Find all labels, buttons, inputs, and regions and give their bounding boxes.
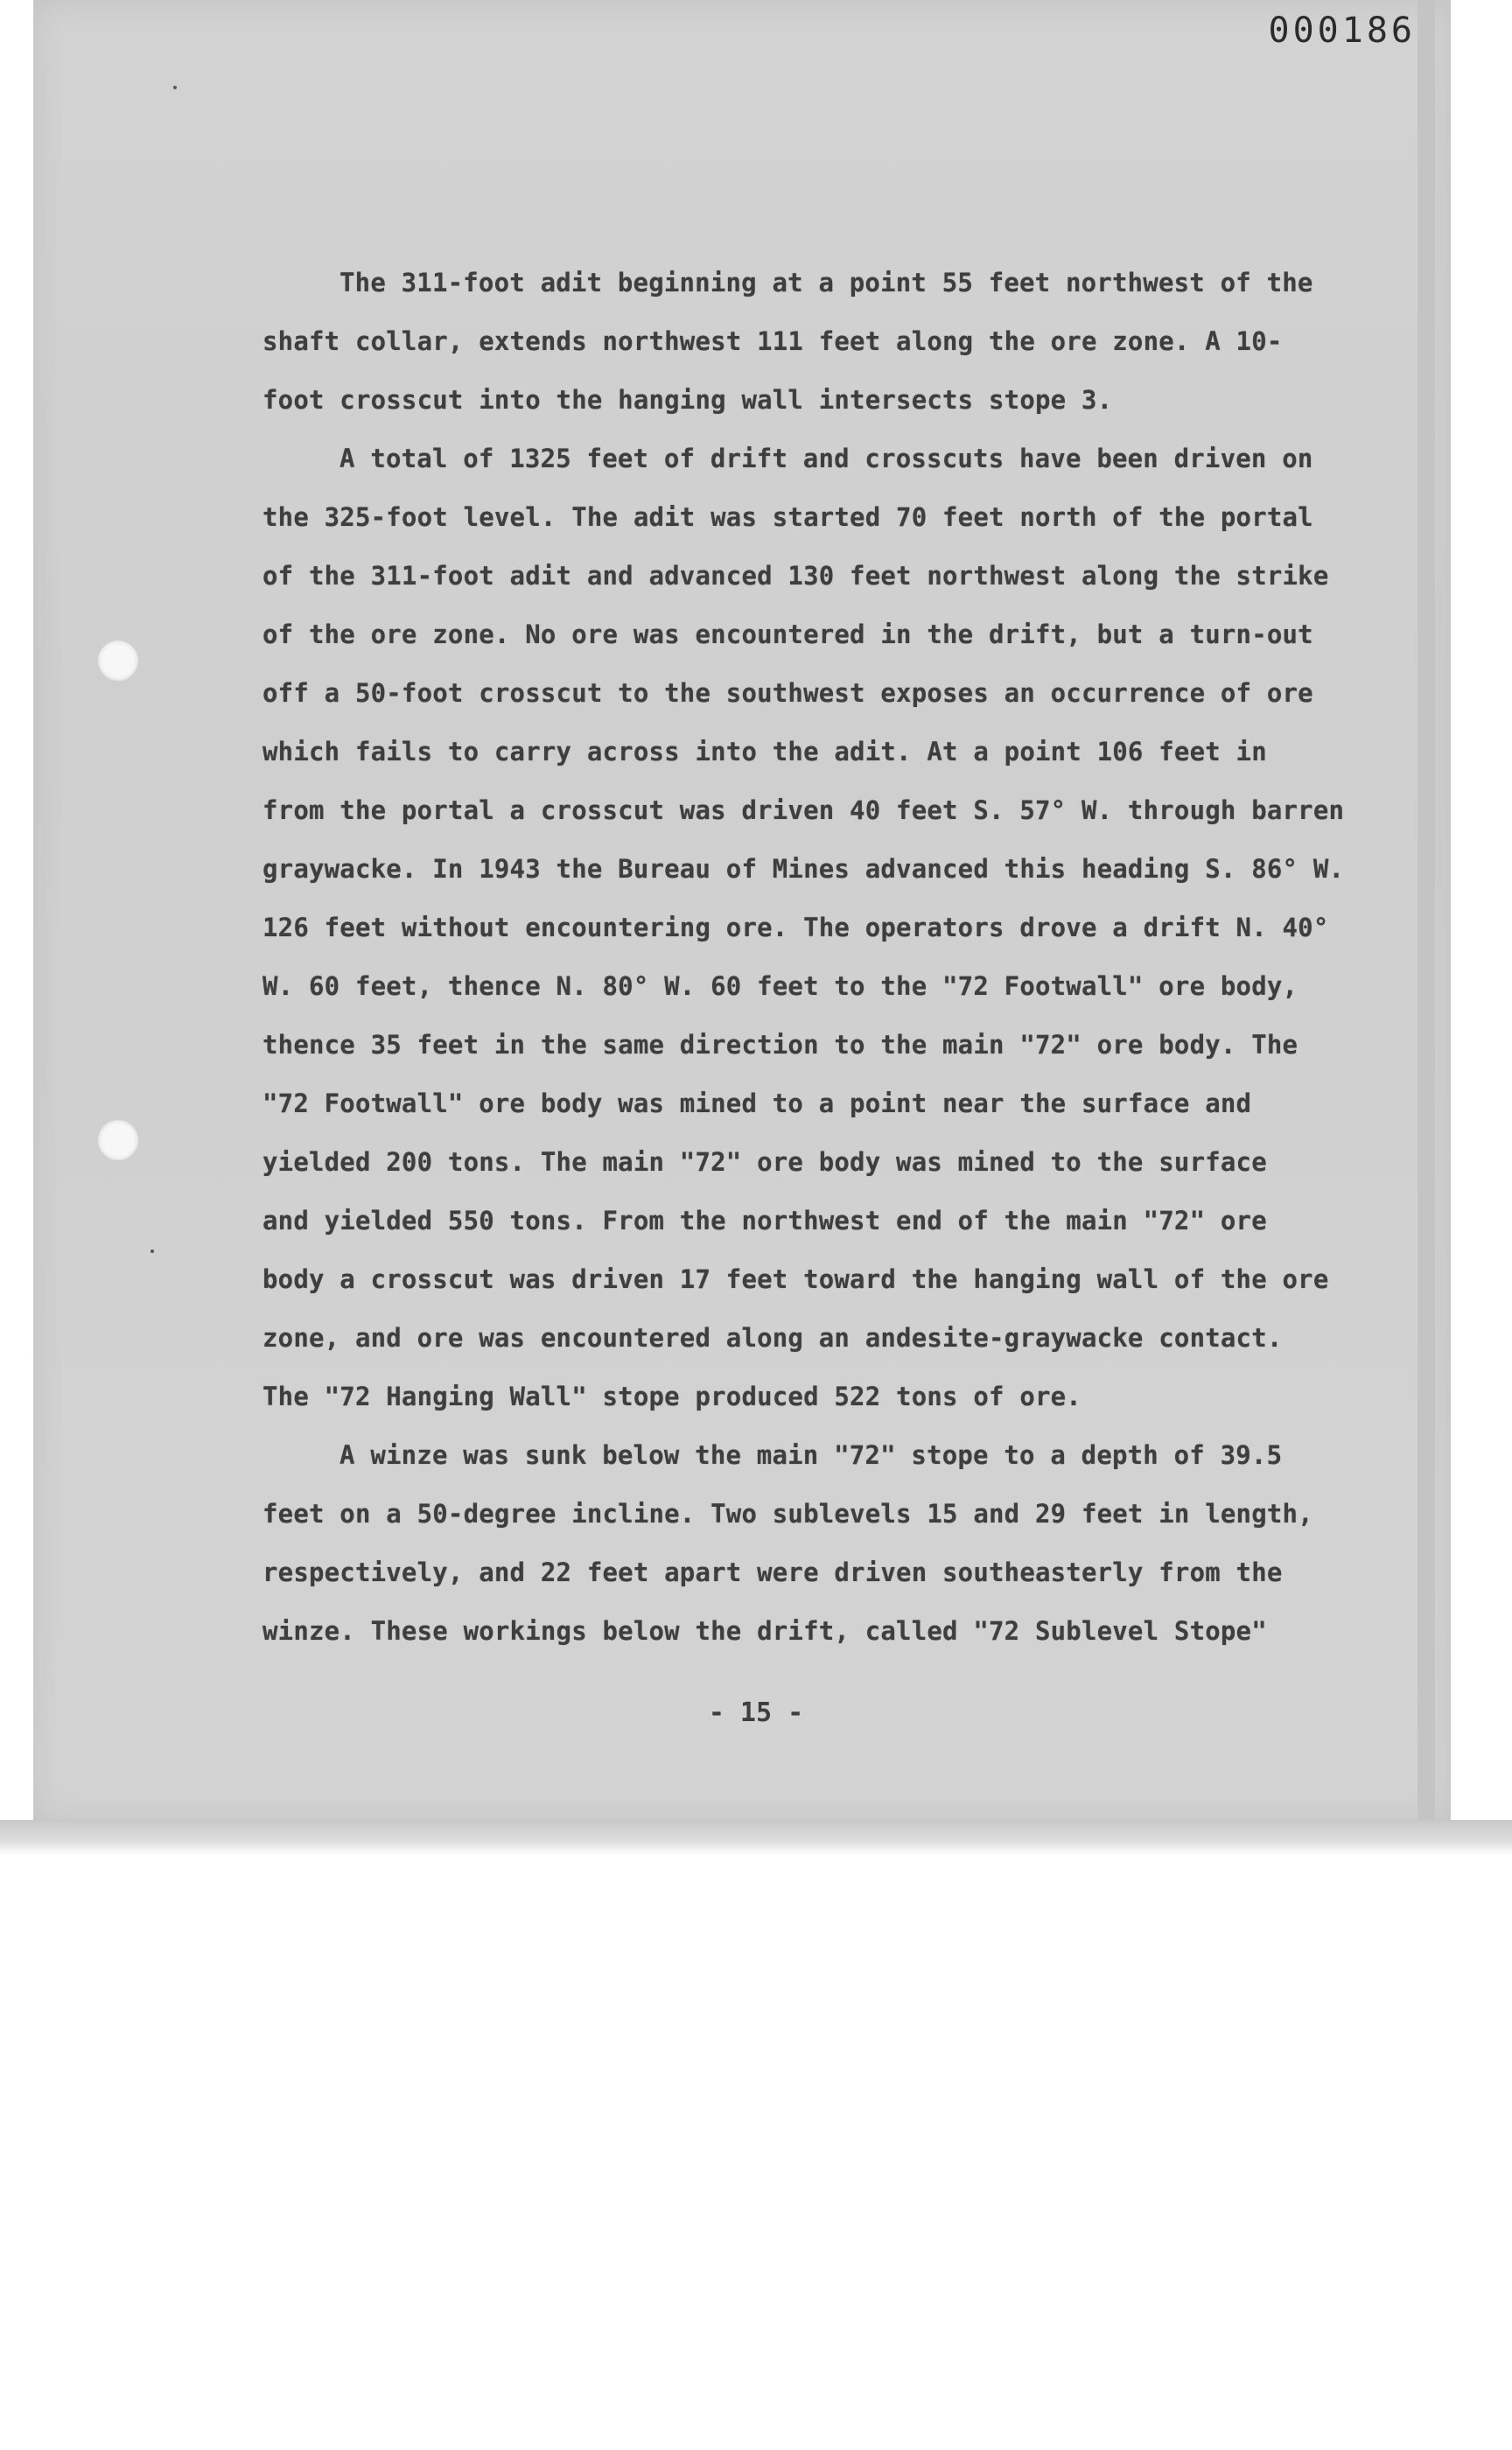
text-line: 126 feet without encountering ore. The operators drove a drift N. 40°	[262, 913, 1329, 942]
text-line: yielded 200 tons. The main "72" ore body was mined to the surface	[262, 1147, 1267, 1177]
paragraph-2	[262, 430, 1345, 1426]
text-line: A total of 1325 feet of drift and crosscuts have been driven on	[340, 444, 1313, 473]
text-line: which fails to carry across into the adit. At a point 106 feet in	[262, 737, 1267, 766]
text-line: thence 35 feet in the same direction to the main "72" ore body. The	[262, 1030, 1298, 1060]
scan-speck	[150, 1250, 154, 1253]
text-line: "72 Footwall" ore body was mined to a point near the surface and	[262, 1088, 1252, 1118]
text-line: zone, and ore was encountered along an andesite-graywacke contact.	[262, 1323, 1283, 1353]
text-line: of the ore zone. No ore was encountered in the drift, but a turn-out	[262, 620, 1313, 649]
text-line: of the 311-foot adit and advanced 130 feet northwest along the strike	[262, 561, 1329, 591]
text-line: The "72 Hanging Wall" stope produced 522 tons of ore.	[262, 1382, 1082, 1411]
page-number: - 15 -	[708, 1698, 804, 1728]
paragraph-3	[262, 1426, 1312, 1661]
text-line: off a 50-foot crosscut to the southwest exposes an occurrence of ore	[262, 678, 1313, 708]
text-line: feet on a 50-degree incline. Two sublevels 15 and 29 feet in length,	[262, 1499, 1313, 1529]
text-line: graywacke. In 1943 the Bureau of Mines advanced this heading S. 86° W.	[262, 854, 1345, 884]
document-body	[262, 254, 1345, 1661]
text-line: W. 60 feet, thence N. 80° W. 60 feet to the "72 Footwall" ore body,	[262, 971, 1298, 1001]
page-bottom-edge	[0, 1820, 1512, 1855]
document-number: 000186	[1268, 10, 1416, 51]
punch-hole-lower	[98, 1120, 138, 1160]
text-line: winze. These workings below the drift, called "72 Sublevel Stope"	[262, 1616, 1267, 1646]
text-line: foot crosscut into the hanging wall intersects stope 3.	[262, 385, 1113, 415]
text-line: the 325-foot level. The adit was started 70 feet north of the portal	[262, 502, 1313, 532]
page-edge-shadow	[1418, 0, 1435, 1820]
paragraph-1	[262, 254, 1312, 430]
text-line: The 311-foot adit beginning at a point 55 feet northwest of the	[340, 268, 1313, 298]
text-line: from the portal a crosscut was driven 40 feet S. 57° W. through barren	[262, 795, 1345, 825]
text-line: shaft collar, extends northwest 111 feet along the ore zone. A 10-	[262, 326, 1283, 356]
text-line: body a crosscut was driven 17 feet toward the hanging wall of the ore	[262, 1264, 1329, 1294]
text-line: respectively, and 22 feet apart were driven southeasterly from the	[262, 1558, 1283, 1587]
punch-hole-upper	[98, 640, 138, 681]
text-line: A winze was sunk below the main "72" stope to a depth of 39.5	[340, 1440, 1283, 1470]
scan-speck	[173, 86, 177, 89]
text-line: and yielded 550 tons. From the northwest end of the main "72" ore	[262, 1206, 1267, 1236]
